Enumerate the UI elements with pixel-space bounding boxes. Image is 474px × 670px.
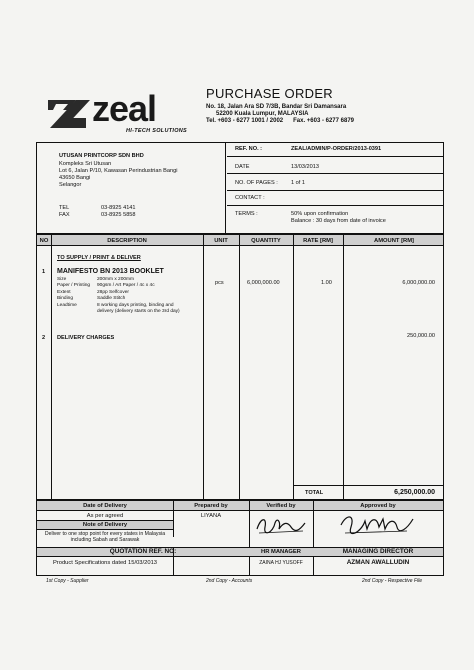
header-no: NO [39,237,49,244]
prepared-by-value: LIYANA [200,512,222,519]
item2-no: 2 [42,335,46,341]
supplier-name: UTUSAN PRINTCORP SDN BHD [59,153,144,159]
spec-key: Binding [57,296,74,302]
item1-unit: pcs [215,280,224,286]
supplier-address-3: 43650 Bangi [59,175,91,181]
date-label: DATE [235,164,250,170]
item1-title: MANIFESTO BN 2013 BOOKLET [57,268,164,275]
item1-quantity: 6,000,000.00 [247,280,280,286]
logo-tagline: HI-TECH SOLUTIONS [126,128,188,134]
item1-specs [57,277,180,315]
spec-value: 90gsm / Art Paper / 4c x 4c [97,283,155,289]
spec-key: Size [57,277,67,282]
contact-label: CONTACT : [235,195,265,201]
managing-director-name: AZMAN AWALLUDIN [346,559,410,566]
header-unit: UNIT [214,237,228,244]
date-value: 13/03/2013 [291,164,319,170]
zeal-chevron-icon [46,90,94,134]
item1-amount: 6,000,000.00 [402,280,435,286]
logo-word: zeal [92,88,157,129]
quotation-ref-label: QUOTATION REF. NO: [109,548,177,555]
item2-amount: 250,000.00 [407,333,435,339]
signature-approved-icon [337,511,417,537]
copy-supplier: 1st Copy - Supplier [46,578,89,584]
supplier-address-2: Lot 6, Jalan P/10, Kawasan Perindustrian Bangi [59,168,178,174]
terms-value-2: Balance : 30 days from date of invoice [291,218,386,224]
ref-value: ZEAL/ADMIN/P-ORDER/2013-0391 [291,146,382,152]
spec-key: Extent [57,289,71,295]
pages-value: 1 of 1 [291,180,305,186]
spec-value: 28pp Selfcover [97,289,129,295]
spec-value: 8 working days printing, binding and [97,302,174,308]
terms-label: TERMS : [235,211,258,217]
note-of-delivery-label: Note of Delivery [82,521,128,528]
header-rate: RATE [RM] [303,237,333,244]
item1-rate: 1.00 [321,280,332,286]
header-description: DESCRIPTION [107,237,147,244]
pages-label: NO. OF PAGES : [235,180,278,186]
document-title: PURCHASE ORDER [206,86,333,101]
supplier-order-block [36,142,444,234]
spec-value: delivery (delivery starts on the 3rd day) [97,309,180,315]
company-address-3: Tel. +603 - 6277 1001 / 2002 Fax. +603 - 6277 6879 [206,118,354,124]
company-address-1: No. 18, Jalan Ara SD 7/3B, Bandar Sri Damansara [206,104,347,110]
total-label: TOTAL [305,490,324,496]
spec-value: 200mm x 200mm [97,277,135,282]
approved-by-label: Approved by [360,502,396,509]
prepared-by-label: Prepared by [194,502,228,509]
copy-file: 2nd Copy - Respective File [362,578,423,584]
managing-director-label: MANAGING DIRECTOR [342,548,414,555]
supplier-fax: 03-8925 5858 [101,212,136,218]
date-of-delivery-value: As per agreed [86,512,124,519]
quotation-ref-value: Product Specifications dated 15/03/2013 [52,559,158,566]
section-title: TO SUPPLY / PRINT & DELIVER [57,255,141,261]
date-of-delivery-label: Date of Delivery [83,502,127,509]
items-table [36,234,444,500]
hr-manager-label: HR MANAGER [261,548,301,555]
item1-no: 1 [42,269,46,275]
supplier-tel: 03-8925 4141 [101,205,136,211]
supplier-address-4: Selangor [59,182,82,188]
total-value: 6,250,000.00 [394,489,435,496]
spec-key [57,309,97,315]
header-amount: AMOUNT [RM] [374,237,414,244]
note-line-1: Deliver to one stop point for every states in Malaysia [44,530,166,537]
company-logo [46,86,196,140]
terms-value-1: 50% upon confirmation [291,211,349,217]
spec-value: Saddle Stitch [97,296,126,302]
header-quantity: QUANTITY [251,237,281,244]
footer-grid [36,500,444,576]
supplier-tel-label: TEL [59,205,70,211]
note-line-2: including Sabah and Sarawak [70,536,140,543]
company-address-2: 52200 Kuala Lumpur, MALAYSIA [216,111,309,117]
hr-manager-name: ZAINA HJ YUSOFF [259,559,303,566]
copy-accounts: 2nd Copy - Accounts [206,578,253,584]
item2-title: DELIVERY CHARGES [57,335,115,341]
spec-key: Paper / Printing [57,283,91,289]
spec-key: Leadtime [57,302,77,308]
signature-verified-icon [253,513,309,537]
verified-by-label: Verified by [266,502,296,509]
ref-label: REF. NO. : [235,146,263,152]
supplier-fax-label: FAX [59,212,70,218]
supplier-address-1: Kompleks Sri Utusan [59,161,112,167]
